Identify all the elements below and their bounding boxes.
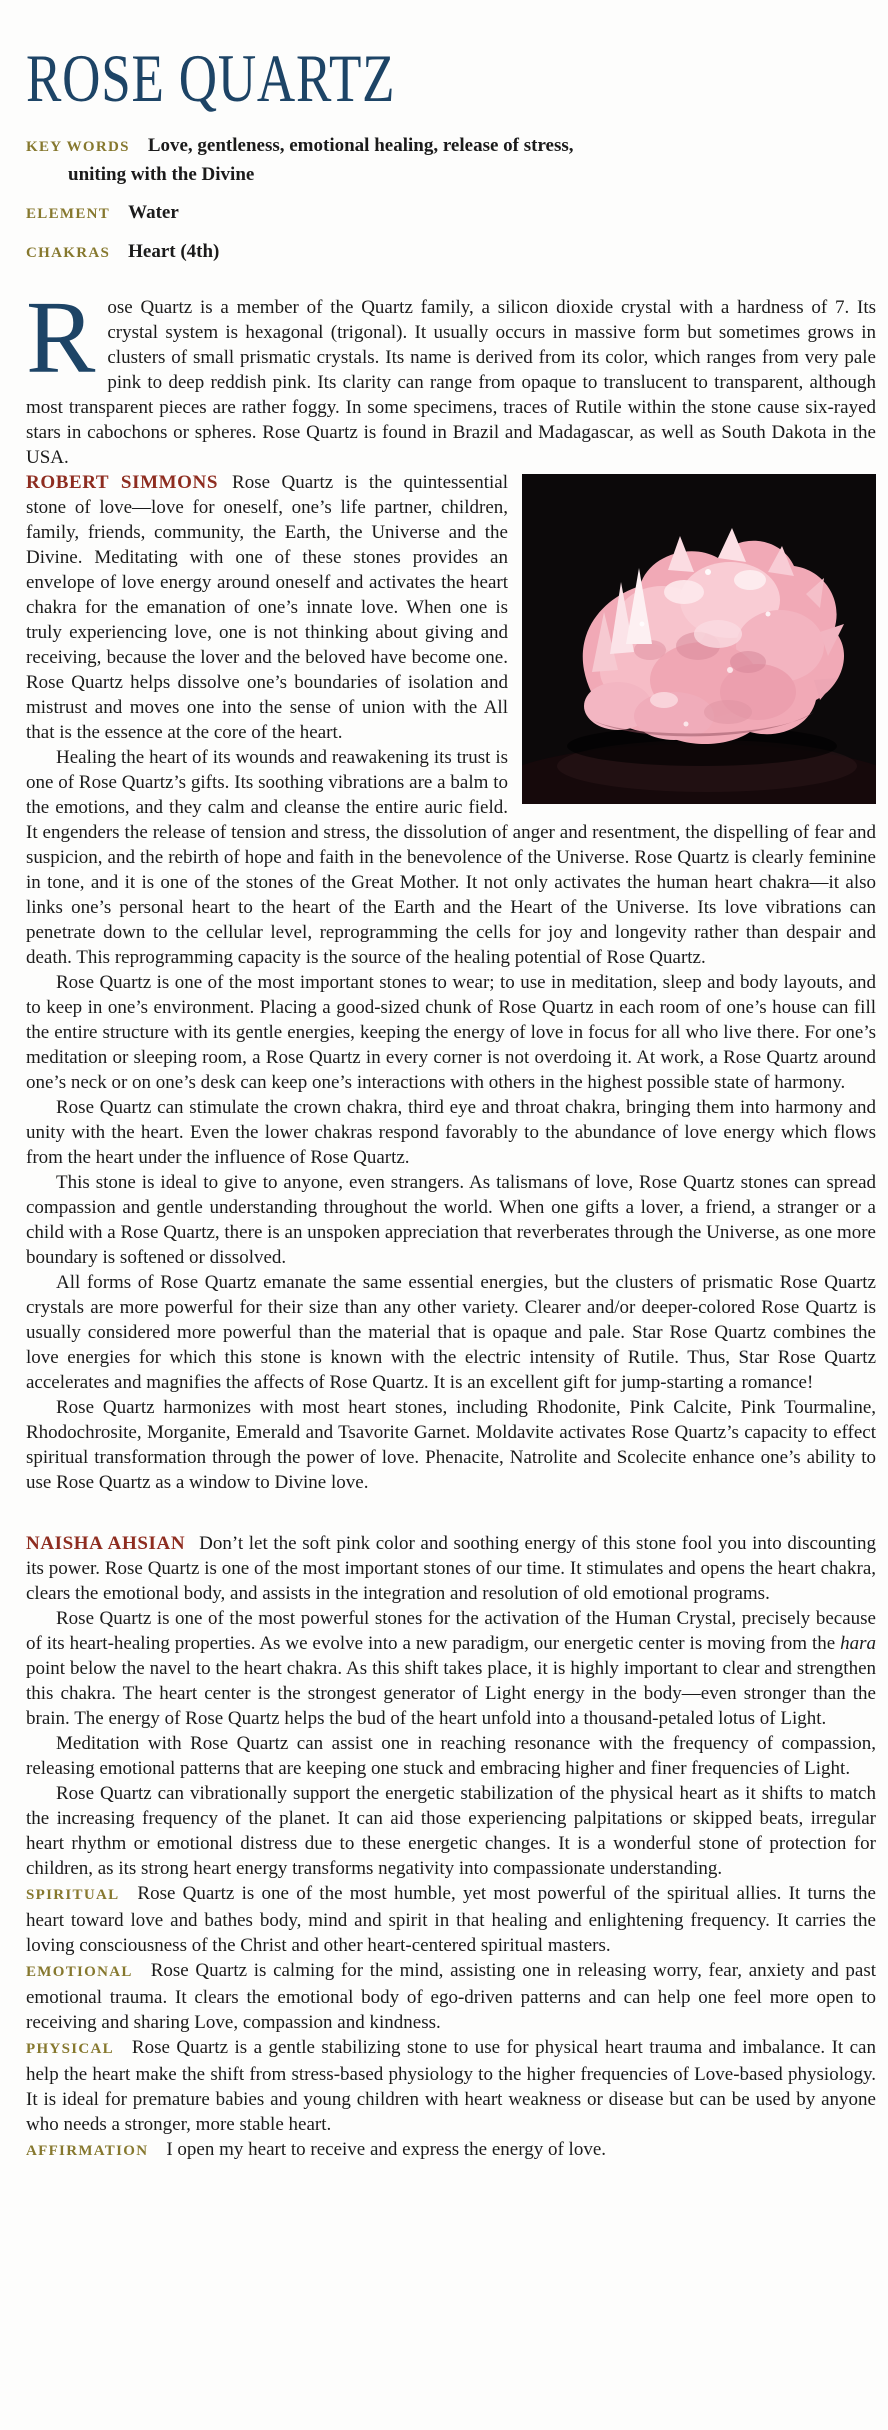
simmons-paragraph-2: Healing the heart of its wounds and reawakening its trust is one of Rose Quartz’s gifts. Its soothing vibrations are a balm to the emotions, and they calm and cleanse the entire auric field. It engenders the release of tension and stress, the dissolution of anger and resentment, the dispelling of fear and suspicion, and the rebirth of hope and faith in the benevolence of the Universe. Rose Quartz is clearly feminine in tone, and it is one of the stones of the Great Mother. It not only activates the human heart chakra—it also links one’s personal heart to the heart of the Earth and the Heart of the Universe. Its love vibrations can penetrate down to the cellular level, reprogramming the cells for joy and longevity rather than despair and death. This reprogramming capacity is the source of the healing potential of Rose Quartz.	[26, 747, 876, 968]
ahsian-paragraph-4: Rose Quartz can vibrationally support the energetic stabilization of the physical heart as it shifts to match the increasing frequency of the planet. It can aid those experiencing palpitations or skipped beats, irregular heart rhythm or emotional distress due to these energetic changes. It is a wonderful stone of protection for children, as its strong heart energy transforms negativity into compassionate understanding.	[26, 1783, 876, 1879]
ahsian-header: NAISHA AHSIAN	[26, 1533, 186, 1554]
intro-text: ose Quartz is a member of the Quartz family, a silicon dioxide crystal with a hardness of 7. Its crystal system is hexagonal (trigonal). It usually occurs in massive form but sometimes grows in clusters of small prismatic crystals. Its name is derived from its color, which ranges from very pale pink to deep reddish pink. Its clarity can range from opaque to translucent to transparent, although most transparent pieces are rather foggy. In some specimens, traces of Rutile within the stone cause six-rayed stars in cabochons or spheres. Rose Quartz is found in Brazil and Madagascar, as well as South Dakota in the USA.	[26, 297, 876, 468]
simmons-header: ROBERT SIMMONS	[26, 472, 219, 493]
physical-paragraph	[26, 2035, 876, 2137]
keywords-row	[26, 132, 606, 189]
ahsian-paragraph-1-text: Don’t let the soft pink color and soothing energy of this stone fool you into discounting its power. Rose Quartz is one of the most important stones of our time. It stimulates and opens the heart chakra, clears the emotional body, and assists in the integration and resolution of old emotional programs.	[26, 1533, 876, 1604]
ahsian-section	[26, 1531, 876, 2164]
page-title-text: ROSE QUARTZ	[26, 40, 396, 116]
spiritual-label: SPIRITUAL	[26, 1887, 120, 1903]
intro-paragraph	[26, 280, 876, 470]
affirmation-paragraph	[26, 2137, 876, 2164]
spiritual-paragraph	[26, 1881, 876, 1958]
element-row	[26, 199, 606, 228]
simmons-paragraph-7: Rose Quartz harmonizes with most heart stones, including Rhodonite, Pink Calcite, Pink Tourmaline, Rhodochrosite, Morganite, Emerald and Tsavorite Garnet. Moldavite activates Rose Quartz’s capacity to effect spiritual transformation through the power of love. Phenacite, Natrolite and Scolecite enhance one’s ability to use Rose Quartz as a window to Divine love.	[26, 1397, 876, 1493]
page-title	[26, 40, 876, 116]
keywords-label: KEY WORDS	[26, 139, 130, 155]
chakras-row	[26, 238, 606, 267]
ahsian-paragraph-2-post: point below the navel to the heart chakra. As this shift takes place, it is highly important to clear and strengthen this chakra. The heart center is the strongest generator of Light energy in the body—even stronger than the brain. The energy of Rose Quartz helps the bud of the heart unfold into a thousand-petaled lotus of Light.	[26, 1658, 876, 1729]
chakras-label: CHAKRAS	[26, 245, 111, 261]
keywords-value: Love, gentleness, emotional healing, release of stress, uniting with the Divine	[68, 135, 574, 185]
ahsian-paragraph-3: Meditation with Rose Quartz can assist one in reaching resonance with the frequency of compassion, releasing emotional patterns that are keeping one stuck and embracing higher and finer frequencies of Light.	[26, 1733, 876, 1779]
ahsian-paragraph-1	[26, 1531, 876, 1606]
chakras-value: Heart (4th)	[128, 241, 220, 262]
element-value: Water	[128, 202, 179, 223]
physical-label: PHYSICAL	[26, 2041, 114, 2057]
emotional-label: EMOTIONAL	[26, 1964, 133, 1980]
affirmation-text: I open my heart to receive and express the energy of love.	[166, 2139, 607, 2160]
element-label: ELEMENT	[26, 206, 111, 222]
emotional-text: Rose Quartz is calming for the mind, assisting one in releasing worry, fear, anxiety and past emotional trauma. It clears the emotional body of ego-driven patterns and can help one feel more open to receiving and sharing Love, compassion and kindness.	[26, 1960, 876, 2033]
simmons-section	[26, 470, 876, 1495]
simmons-paragraph-5: This stone is ideal to give to anyone, even strangers. As talismans of love, Rose Quartz stones can spread compassion and gentle understanding throughout the world. When one gifts a lover, a friend, a stranger or a child with a Rose Quartz, there is an unspoken appreciation that reverberates through the Universe, as one more boundary is softened or dissolved.	[26, 1172, 876, 1268]
simmons-paragraph-6: All forms of Rose Quartz emanate the same essential energies, but the clusters of prismatic Rose Quartz crystals are more powerful for their size than any other variety. Clearer and/or deeper-colored Rose Quartz is usually considered more powerful than the material that is opaque and pale. Star Rose Quartz combines the love energies for which this stone is known with the electric intensity of Rutile. Thus, Star Rose Quartz accelerates and magnifies the affects of Rose Quartz. It is an excellent gift for jump-starting a romance!	[26, 1272, 876, 1393]
dropcap-letter: R	[26, 280, 96, 395]
simmons-paragraph-3: Rose Quartz is one of the most important stones to wear; to use in meditation, sleep and body layouts, and to keep in one’s environment. Placing a good-sized chunk of Rose Quartz in each room of one’s house can fill the entire structure with its gentle energies, keeping the energy of love in focus for all who live there. For one’s meditation or sleeping room, a Rose Quartz in every corner is not overdoing it. At work, a Rose Quartz around one’s neck or on one’s desk can keep one’s interactions with others in the highest possible state of harmony.	[26, 972, 876, 1093]
ahsian-paragraph-2-pre: Rose Quartz is one of the most powerful stones for the activation of the Human Crystal, precisely because of its heart-healing properties. As we evolve into a new paradigm, our energetic center is moving from the	[26, 1608, 876, 1654]
simmons-paragraph-1-text: Rose Quartz is the quintessential stone of love—love for oneself, one’s life partner, children, family, friends, community, the Earth, the Universe and the Divine. Meditating with one of these stones provides an envelope of love energy around oneself and activates the heart chakra for the emanation of one’s innate love. When one is truly experiencing love, one is not thinking about giving and receiving, because the lover and the beloved have become one. Rose Quartz helps dissolve one’s boundaries of isolation and mistrust and moves one into the sense of union with the All that is the essence at the core of the heart.	[26, 472, 509, 743]
physical-text: Rose Quartz is a gentle stabilizing stone to use for physical heart trauma and imbalance. It can help the heart make the shift from stress-based physiology to the higher frequencies of Love-based physiology. It is ideal for premature babies and young children with heart weakness or disease but can be used by anyone who needs a stronger, more stable heart.	[26, 2037, 876, 2135]
hara-italic-term: hara	[840, 1633, 876, 1654]
emotional-paragraph	[26, 1958, 876, 2035]
spiritual-text: Rose Quartz is one of the most humble, yet most powerful of the spiritual allies. It turns the heart toward love and bathes body, mind and spirit in that healing and enlightening frequency. It carries the loving consciousness of the Christ and other heart-centered spiritual masters.	[26, 1883, 876, 1956]
ahsian-paragraph-2	[26, 1606, 876, 1731]
affirmation-label: AFFIRMATION	[26, 2143, 149, 2159]
crystal-cluster-graphic	[522, 474, 876, 804]
simmons-paragraph-4: Rose Quartz can stimulate the crown chakra, third eye and throat chakra, bringing them into harmony and unity with the heart. Even the lower chakras respond favorably to the abundance of love energy which flows from the heart under the influence of Rose Quartz.	[26, 1097, 876, 1168]
rose-quartz-photo	[522, 474, 876, 804]
properties-block	[26, 132, 606, 267]
